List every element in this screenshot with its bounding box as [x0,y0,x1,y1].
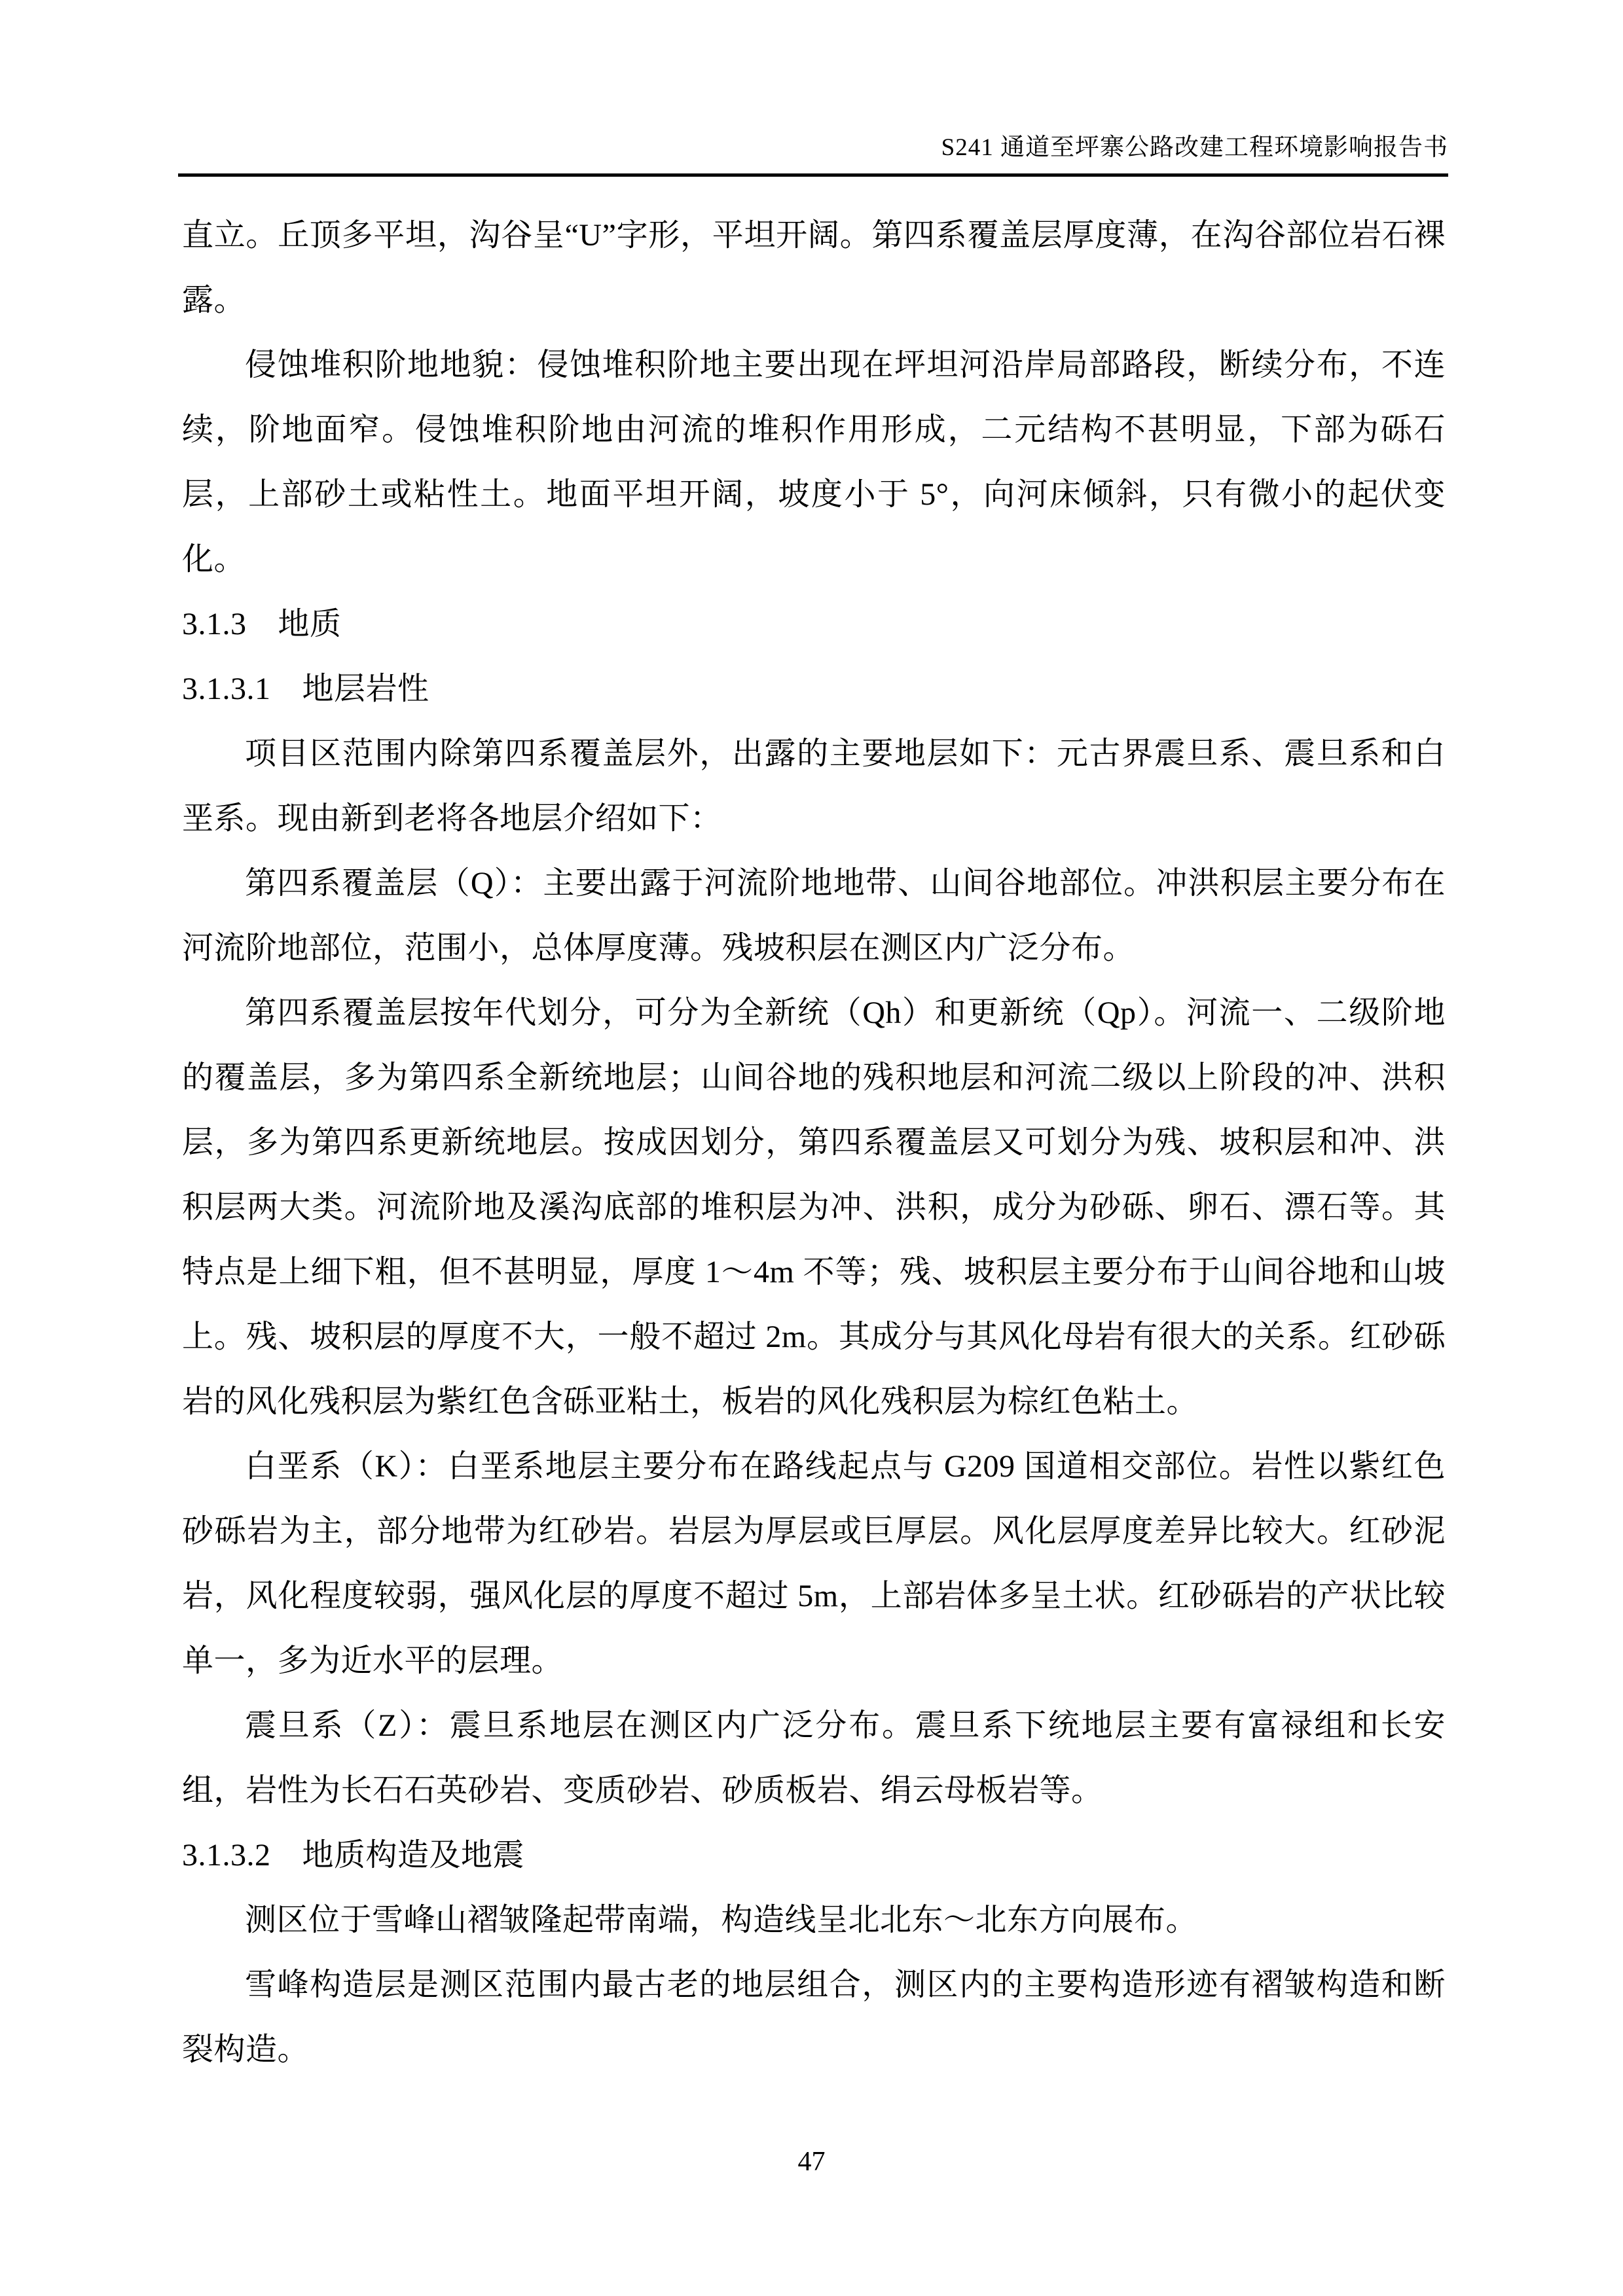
body-paragraph: 震旦系（Z）：震旦系地层在测区内广泛分布。震旦系下统地层主要有富禄组和长安组，岩性为长石石英砂岩、变质砂岩、砂质板岩、绢云母板岩等。 [182,1708,1446,1808]
section-heading [182,592,1446,656]
heading-number: 3.1.3 [182,607,247,641]
heading-number: 3.1.3.2 [182,1838,271,1873]
page-number: 47 [797,2147,826,2177]
body-paragraph: 直立。丘顶多平坦，沟谷呈“U”字形，平坦开阔。第四系覆盖层厚度薄，在沟谷部位岩石裸露。 [182,218,1446,317]
body-paragraph: 项目区范围内除第四系覆盖层外，出露的主要地层如下：元古界震旦系、震旦系和白垩系。现由新到老将各地层介绍如下： [182,736,1446,836]
heading-title: 地质构造及地震 [302,1838,525,1873]
body-paragraph: 白垩系（K）：白垩系地层主要分布在路线起点与 G209 国道相交部位。岩性以紫红色砂砾岩为主，部分地带为红砂岩。岩层为厚层或巨厚层。风化层厚度差异比较大。红砂泥岩，风化程度较弱，强风化层的厚度不超过 5m，上部岩体多呈土状。红砂砾岩的产状比较单一，多为近水平的层理。 [182,1449,1446,1678]
section-heading [182,1823,1446,1888]
body-paragraph: 侵蚀堆积阶地地貌：侵蚀堆积阶地主要出现在坪坦河沿岸局部路段，断续分布，不连续，阶地面窄。侵蚀堆积阶地由河流的堆积作用形成，二元结构不甚明显，下部为砾石层，上部砂土或粘性土。地面平坦开阔，坡度小于 5°，向河床倾斜，只有微小的起伏变化。 [182,348,1446,577]
body-paragraph: 测区位于雪峰山褶皱隆起带南端，构造线呈北北东～北东方向展布。 [245,1903,1198,1937]
heading-title: 地层岩性 [302,672,429,706]
body-paragraph: 雪峰构造层是测区范围内最古老的地层组合，测区内的主要构造形迹有褶皱构造和断裂构造。 [182,1967,1446,2067]
body-paragraph: 第四系覆盖层（Q）：主要出露于河流阶地地带、山间谷地部位。冲洪积层主要分布在河流阶地部位，范围小，总体厚度薄。残坡积层在测区内广泛分布。 [182,866,1446,965]
heading-title: 地质 [278,607,342,641]
section-heading [182,656,1446,721]
body-paragraph: 第四系覆盖层按年代划分，可分为全新统（Qh）和更新统（Qp）。河流一、二级阶地的覆盖层，多为第四系全新统地层；山间谷地的残积地层和河流二级以上阶段的冲、洪积层，多为第四系更新统地层。按成因划分，第四系覆盖层又可划分为残、坡积层和冲、洪积层两大类。河流阶地及溪沟底部的堆积层为冲、洪积，成分为砂砾、卵石、漂石等。其特点是上细下粗，但不甚明显，厚度 1～4m 不等；残、坡积层主要分布于山间谷地和山坡上。残、坡积层的厚度不大，一般不超过 2m。其成分与其风化母岩有很大的关系。红砂砾岩的风化残积层为紫红色含砾亚粘土，板岩的风化残积层为棕红色粘土。 [182,996,1446,1419]
header-title: S241 通道至坪寨公路改建工程环境影响报告书 [941,134,1448,161]
page-footer [0,2145,1623,2178]
document-body [182,203,1446,2082]
page-header [178,133,1448,177]
heading-number: 3.1.3.1 [182,672,271,706]
